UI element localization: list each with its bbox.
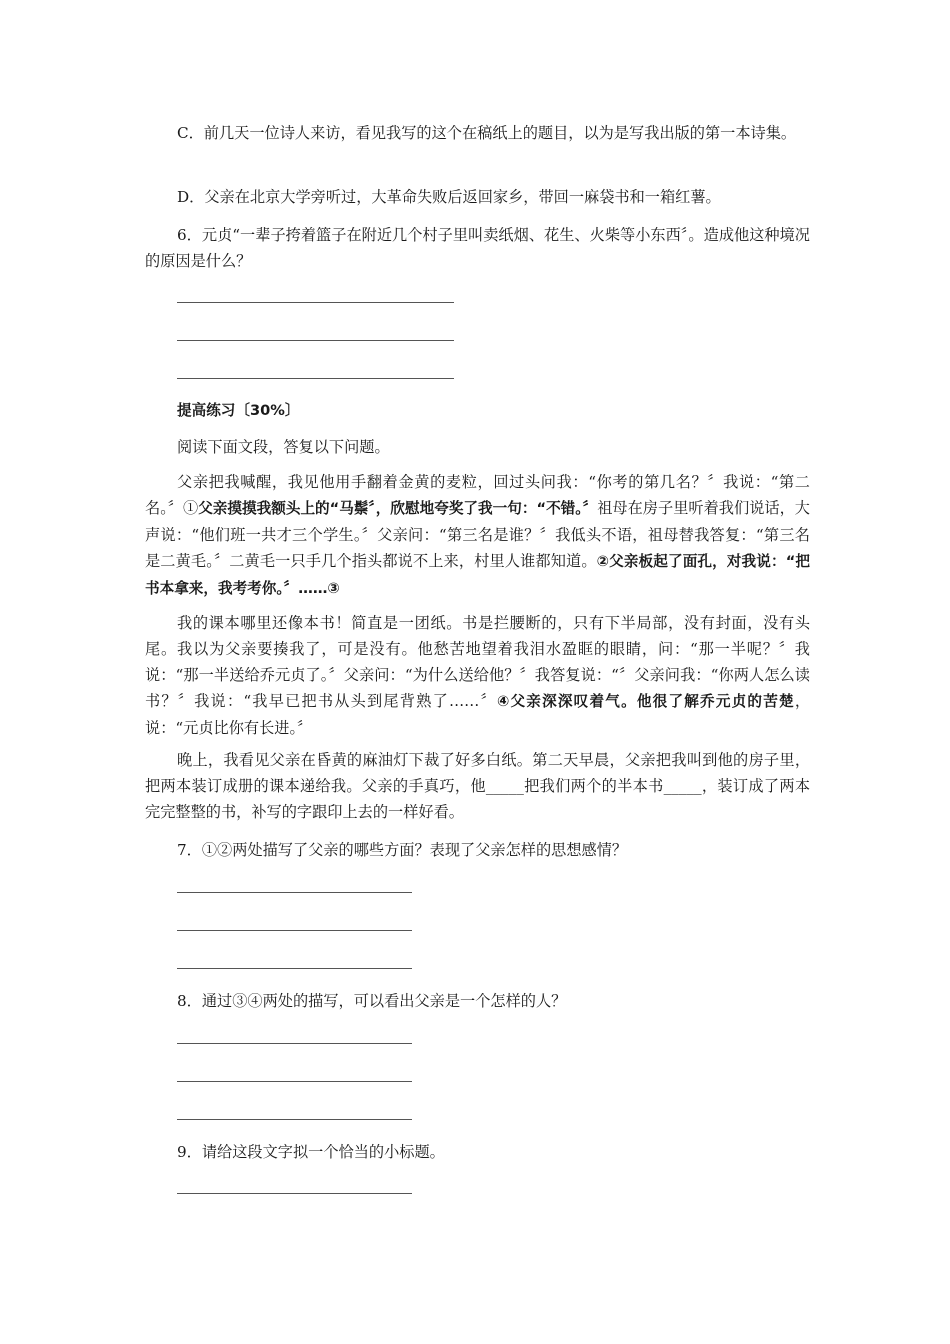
passage-paragraph-1	[145, 469, 810, 602]
answer-line-q8-1[interactable]	[177, 1043, 412, 1044]
para2-text-2: ，说：“元贞比你有长进。〞	[145, 692, 811, 737]
para1-text-1: 父亲把我喊醒，我见他用手翻着金黄的麦粒，回过头问我：“你考的第几名？〞我说：“第二名。〞①	[145, 473, 810, 517]
question-7: 7．①②两处描写了父亲的哪些方面？表现了父亲怎样的思想感情？	[177, 841, 628, 859]
para1-text-2: 祖母在房子里听着我们说话，大声说：“他们班一共才三个学生。〞父亲问：“第三名是谁？〞我低头不语，祖母替我答复：“第三名是二黄毛。〞二黄毛一只手几个指头都说不上来，村里人谁都知道。	[145, 499, 810, 570]
answer-line-q7-1[interactable]	[177, 892, 412, 893]
para2-text-1: 我的课本哪里还像本书！简直是一团纸。书是拦腰断的，只有下半局部，没有封面，没有头尾。我以为父亲要揍我了，可是没有。他愁苦地望着我泪水盈眶的眼睛，问：“那一半呢？〞我说：“那一半送给乔元贞了。〞父亲问：“为什么送给他？〞我答复说：“〞父亲问我：“你两人怎么读书？〞我说：“我早已把书从头到尾背熟了……〞	[145, 614, 810, 710]
answer-line-q8-3[interactable]	[177, 1119, 412, 1120]
question-6: 6．元贞“一辈子挎着篮子在附近几个村子里叫卖纸烟、花生、火柴等小东西〞。造成他这种境况的原因是什么？	[145, 226, 810, 270]
section-heading: 提高练习〔30%〕	[177, 402, 300, 419]
answer-line-q7-3[interactable]	[177, 968, 412, 969]
question-9: 9．请给这段文字拟一个恰当的小标题。	[177, 1143, 445, 1161]
answer-line-q9-1[interactable]	[177, 1193, 412, 1194]
answer-line-q7-2[interactable]	[177, 930, 412, 931]
reading-instruction: 阅读下面文段，答复以下问题。	[177, 438, 390, 456]
answer-line-q6-1[interactable]	[177, 302, 454, 303]
answer-line-q6-2[interactable]	[177, 340, 454, 341]
option-d: D．父亲在北京大学旁听过，大革命失败后返回家乡，带回一麻袋书和一箱红薯。	[177, 188, 721, 206]
option-c: C．前几天一位诗人来访，看见我写的这个在稿纸上的题目，以为是写我出版的第一本诗集。	[177, 124, 797, 142]
answer-line-q8-2[interactable]	[177, 1081, 412, 1082]
para2-bold-1: ④父亲深深叹着气。他很了解乔元贞的苦楚	[496, 693, 795, 710]
para1-bold-1: 父亲摸摸我额头上的“马鬃〞，欣慰地夸奖了我一句：“不错。〞	[198, 500, 598, 517]
para1-bold-2: ②父亲板起了面孔，对我说：“把书本拿来，我考考你。〞……③	[145, 553, 810, 597]
answer-line-q6-3[interactable]	[177, 378, 454, 379]
passage-paragraph-3: 晚上，我看见父亲在昏黄的麻油灯下裁了好多白纸。第二天早晨，父亲把我叫到他的房子里，把两本装订成册的课本递给我。父亲的手真巧，他_____把我们两个的半本书_____，装订成了两本完完整整的书，补写的字跟印上去的一样好看。	[145, 751, 810, 821]
passage-paragraph-2	[145, 610, 810, 741]
question-8: 8．通过③④两处的描写，可以看出父亲是一个怎样的人？	[177, 992, 567, 1010]
